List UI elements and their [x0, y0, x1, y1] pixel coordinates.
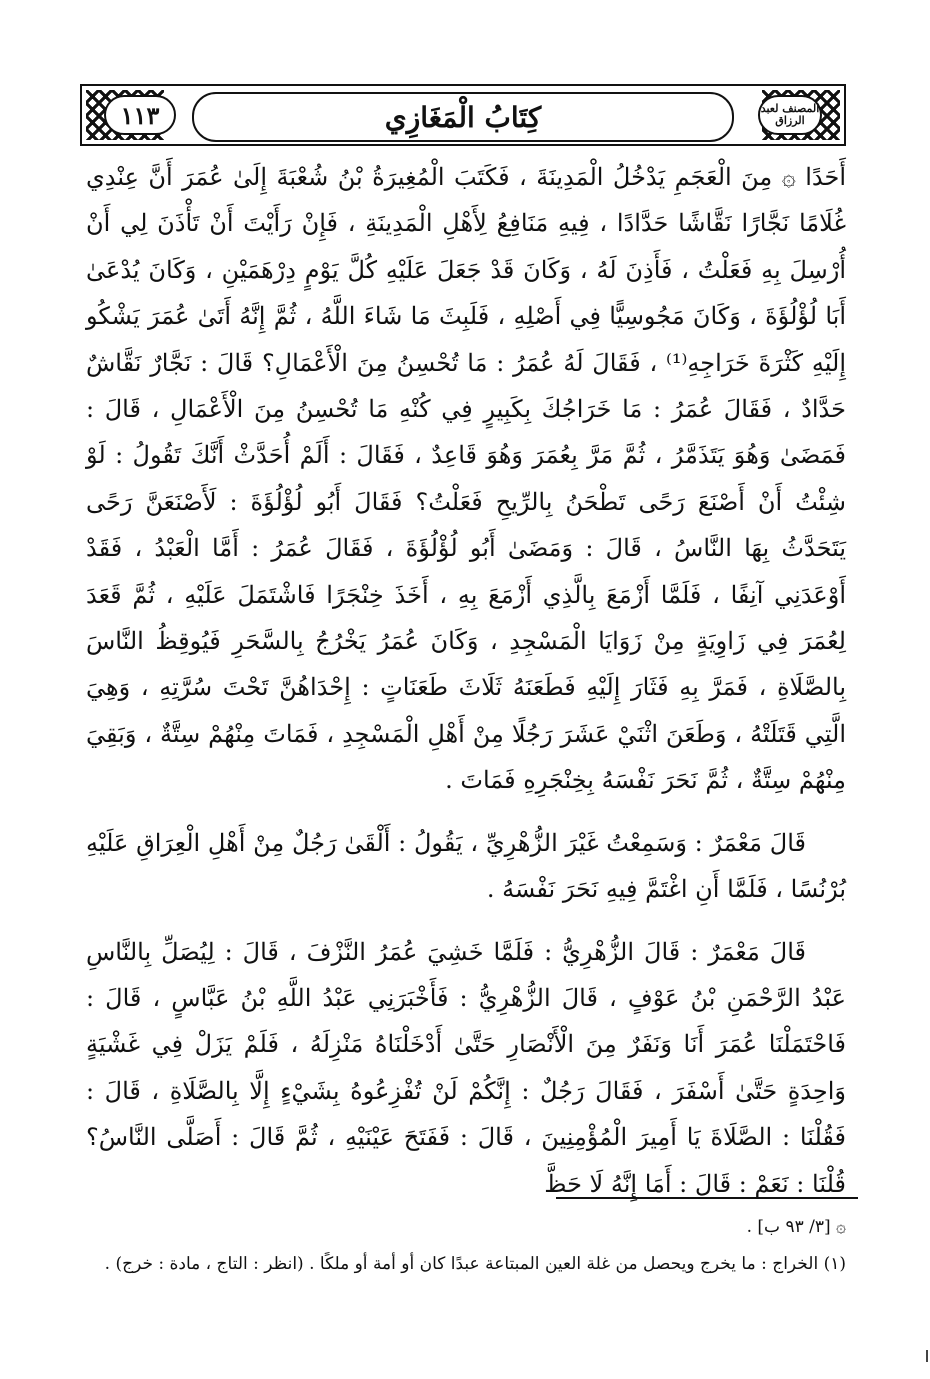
body-paragraph-2: قَالَ مَعْمَرٌ : وَسَمِعْتُ غَيْرَ الزُّهْرِيِّ ، يَقُولُ : أَلْقَىٰ رَجُلٌ مِنْ أَهْلِ الْعِرَاقِ عَلَيْهِ بُرْنُسًا ، فَلَمَّا أَنِ اغْتَمَّ فِيهِ نَحَرَ نَفْسَهُ . — [86, 828, 846, 904]
publisher-logo: المصنف لعبد الرزاق — [758, 95, 822, 135]
margin-mark — [926, 1350, 928, 1362]
page-header — [80, 84, 846, 146]
body-paragraph-1: أَحَدًا ۞ مِنَ الْعَجَمِ يَدْخُلُ الْمَدِينَةَ ، فَكَتَبَ الْمُغِيرَةُ بْنُ شُعْبَةَ إِلَىٰ عُمَرَ أَنَّ عِنْدِي غُلَامًا نَجَّارًا نَقَّاشًا حَدَّادًا ، فِيهِ مَنَافِعُ لِأَهْلِ الْمَدِينَةِ ، فَإِنْ رَأَيْتَ أَنْ تَأْذَنَ لِي أَنْ أُرْسِلَ بِهِ فَعَلْتُ ، فَأَذِنَ لَهُ ، وَكَانَ قَدْ جَعَلَ عَلَيْهِ كُلَّ يَوْمٍ دِرْهَمَيْنِ ، وَكَانَ يُدْعَىٰ أَبَا لُؤْلُؤَةَ ، وَكَانَ مَجُوسِيًّا فِي أَصْلِهِ ، فَلَبِثَ مَا شَاءَ اللَّهُ ، ثُمَّ إِنَّهُ أَتَىٰ عُمَرَ يَشْكُو إِلَيْهِ كَثْرَةَ خَرَاجِهِ⁽¹⁾ ، فَقَالَ لَهُ عُمَرُ : مَا تُحْسِنُ مِنَ الْأَعْمَالِ؟ قَالَ : نَجَّارٌ نَقَّاشٌ حَدَّادٌ ، فَقَالَ عُمَرُ : مَا خَرَاجُكَ بِكَبِيرٍ فِي كُنْهِ مَا تُحْسِنُ مِنَ الْأَعْمَالِ ، قَالَ : فَمَضَىٰ وَهُوَ يَتَذَمَّرُ ، ثُمَّ مَرَّ بِعُمَرَ وَهُوَ قَاعِدٌ ، فَقَالَ : أَلَمْ أُحَدَّثْ أَنَّكَ تَقُولُ : لَوْ شِئْتُ أَنْ أَصْنَعَ رَحًى تَطْحَنُ بِالرِّيحِ فَعَلْتُ؟ فَقَالَ أَبُو لُؤْلُؤَةَ : لَأَصْنَعَنَّ رَحًى يَتَحَدَّثُ بِهَا النَّاسُ ، قَالَ : وَمَضَىٰ أَبُو لُؤْلُؤَةَ ، فَقَالَ عُمَرُ : أَمَّا الْعَبْدُ ، فَقَدْ أَوْعَدَنِي آنِفًا ، فَلَمَّا أَزْمَعَ بِالَّذِي أَزْمَعَ بِهِ ، أَخَذَ خِنْجَرًا فَاشْتَمَلَ عَلَيْهِ ، ثُمَّ قَعَدَ لِعُمَرَ فِي زَاوِيَةٍ مِنْ زَوَايَا الْمَسْجِدِ ، وَكَانَ عُمَرُ يَخْرُجُ بِالسَّحَرِ فَيُوقِظُ النَّاسَ بِالصَّلَاةِ ، فَمَرَّ بِهِ فَثَارَ إِلَيْهِ فَطَعَنَهُ ثَلَاثَ طَعَنَاتٍ : إِحْدَاهُنَّ تَحْتَ سُرَّتِهِ ، وَهِيَ الَّتِي قَتَلَتْهُ ، وَطَعَنَ اثْنَيْ عَشَرَ رَجُلًا مِنْ أَهْلِ الْمَسْجِدِ ، فَمَاتَ مِنْهُمْ سِتَّةٌ ، وَبَقِيَ مِنْهُمْ سِتَّةٌ ، ثُمَّ نَحَرَ نَفْسَهُ بِخِنْجَرِهِ فَمَاتَ . — [86, 163, 847, 795]
body-paragraph-3: قَالَ مَعْمَرٌ : قَالَ الزُّهْرِيُّ : فَلَمَّا خَشِيَ عُمَرُ النَّزْفَ ، قَالَ : لِيُصَلِّ بِالنَّاسِ عَبْدُ الرَّحْمَنِ بْنُ عَوْفٍ ، قَالَ الزُّهْرِيُّ : فَأَخْبَرَنِي عَبْدُ اللَّهِ بْنُ عَبَّاسٍ ، قَالَ : فَاحْتَمَلْنَا عُمَرَ أَنَا وَنَفَرٌ مِنَ الْأَنْصَارِ حَتَّىٰ أَدْخَلْنَاهُ مَنْزِلَهُ ، فَلَمْ يَزَلْ فِي غَشْيَةٍ وَاحِدَةٍ حَتَّىٰ أَسْفَرَ ، فَقَالَ رَجُلٌ : إِنَّكُمْ لَنْ تُفْزِعُوهُ بِشَيْءٍ إِلَّا بِالصَّلَاةِ ، قَالَ : فَقُلْنَا : الصَّلَاةَ يَا أَمِيرَ الْمُؤْمِنِينَ ، قَالَ : فَفَتَحَ عَيْنَيْهِ ، ثُمَّ قَالَ : أَصَلَّى النَّاسُ؟ قُلْنَا : نَعَمْ : قَالَ : أَمَا إِنَّهُ لَا حَظَّ — [86, 937, 846, 1198]
footnotes — [86, 1212, 846, 1286]
book-title: كِتَابُ الْمَغَازِي — [192, 92, 734, 142]
footnote-divider — [556, 1197, 858, 1199]
page-number: ١١٣ — [104, 95, 176, 135]
main-text — [86, 154, 846, 1207]
footnote-1: (١) الخراج : ما يخرج ويحصل من غلة العين المبتاعة عبدًا كان أو أمة أو ملكًا . (انظر : التاج ، مادة : خرج) . — [104, 1254, 846, 1274]
footnote-folio-marker: ۞ [٣/ ٩٣ ب] . — [746, 1217, 846, 1237]
